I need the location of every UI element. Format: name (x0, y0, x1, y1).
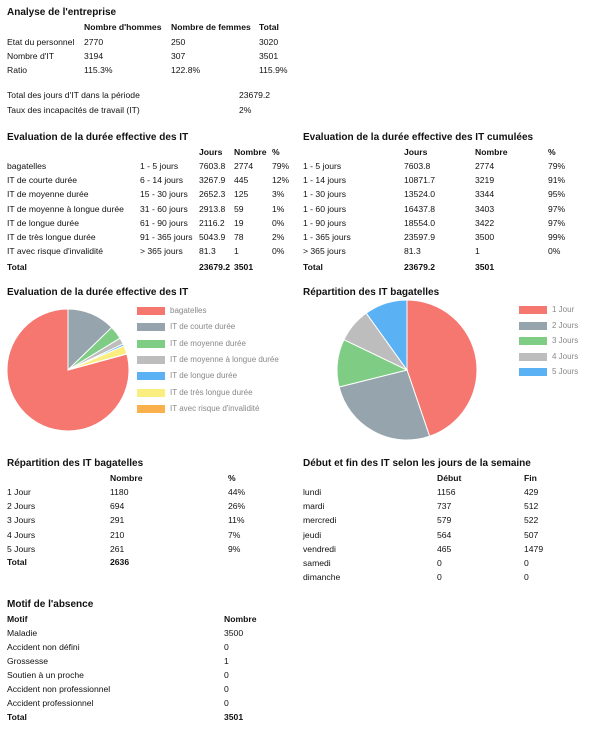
cumulees-row-pct: 97% (548, 217, 566, 228)
semaine-row-debut: 564 (437, 529, 452, 540)
semaine-row-day: dimanche (303, 572, 341, 583)
motif-row-label: Maladie (7, 628, 38, 638)
total-days-label: Total des jours d'IT dans la période (7, 90, 140, 100)
duree-total-nombre: 3501 (234, 262, 254, 272)
semaine-row-day: mardi (303, 501, 325, 512)
bagatelles-total-nombre: 2636 (110, 557, 130, 567)
analyse-row-label: Ratio (7, 65, 28, 75)
duree-row-pct: 0% (272, 217, 285, 228)
duree-title: Evaluation de la durée effective des IT (7, 132, 189, 143)
legend-label: 4 Jours (552, 351, 579, 361)
bagatelles-row-nombre: 210 (110, 529, 125, 540)
cumulees-title: Evaluation de la durée effective des IT cumulées (303, 132, 534, 143)
duree-row-jours: 2116.2 (199, 217, 225, 228)
motif-title: Motif de l'absence (7, 599, 94, 610)
cumulees-row-jours: 18554.0 (404, 217, 436, 228)
duree-row-range: 31 - 60 jours (140, 203, 188, 214)
analyse-cell: 3194 (84, 51, 104, 61)
semaine-row-debut: 465 (437, 543, 452, 554)
semaine-row-day: samedi (303, 558, 331, 568)
semaine-row-debut: 579 (437, 515, 452, 526)
duree-row-pct: 12% (272, 175, 290, 186)
semaine-title: Début et fin des IT selon les jours de la semaine (303, 458, 531, 469)
chart2-title: Répartition des IT bagatelles (303, 287, 440, 298)
semaine-row-debut: 1156 (437, 487, 456, 497)
motif-row-label: Accident non défini (7, 642, 80, 652)
chart1-title: Evaluation de la durée effective des IT (7, 287, 189, 298)
duree-row-label: IT de longue durée (7, 217, 79, 228)
legend-label: 1 Jour (552, 305, 575, 314)
cumulees-total-jours: 23679.2 (404, 262, 436, 272)
legend-swatch (519, 322, 547, 330)
legend-label: bagatelles (170, 306, 207, 315)
analyse-cell: 3501 (259, 51, 279, 61)
analyse-cell: 115.9% (259, 65, 288, 75)
analyse-header-total: Total (259, 22, 279, 32)
duree-row-range: 6 - 14 jours (140, 175, 183, 186)
analyse-row-label: Etat du personnel (7, 37, 75, 47)
motif-row-nombre: 0 (224, 684, 229, 694)
duree-header-nombre: Nombre (234, 147, 267, 157)
cumulees-row-jours: 10871.7 (404, 175, 436, 186)
semaine-row-fin: 0 (524, 572, 529, 583)
duree-row-pct: 1% (272, 203, 285, 214)
cumulees-row-range: 1 - 60 jours (303, 203, 346, 214)
bagatelles-row-label: 2 Jours (7, 501, 36, 512)
duree-row-label: IT de moyenne à longue durée (7, 203, 124, 214)
duree-row-nombre: 19 (234, 217, 244, 228)
semaine-row-debut: 737 (437, 501, 452, 512)
bagatelles-row-pct: 26% (228, 501, 246, 512)
bagatelles-header-nombre: Nombre (110, 473, 143, 483)
duree-row-jours: 2913.8 (199, 203, 226, 214)
semaine-header-debut: Début (437, 473, 462, 483)
duree-row-label: IT de moyenne durée (7, 189, 89, 200)
bagatelles-row-nombre: 694 (110, 501, 125, 512)
legend-label: IT avec risque d'invalidité (170, 403, 260, 413)
bagatelles-row-nombre: 1180 (110, 487, 129, 497)
legend-swatch (519, 353, 547, 361)
analyse-title: Analyse de l'entreprise (7, 7, 117, 18)
duree-row-label: IT avec risque d'invalidité (7, 246, 104, 257)
cumulees-row-pct: 91% (548, 175, 566, 186)
analyse-cell: 115.3% (84, 65, 113, 75)
semaine-row-fin: 0 (524, 558, 529, 568)
cumulees-row-nombre: 3344 (475, 189, 495, 200)
analyse-header-hommes: Nombre d'hommes (84, 22, 162, 32)
bagatelles-row-pct: 7% (228, 529, 241, 540)
cumulees-row-nombre: 1 (475, 246, 480, 257)
bagatelles-total-label: Total (7, 557, 27, 567)
semaine-row-debut: 0 (437, 558, 442, 568)
legend-label: IT de très longue durée (170, 387, 253, 397)
motif-row-label: Grossesse (7, 656, 49, 666)
bagatelles-row-pct: 11% (228, 515, 245, 526)
motif-row-nombre: 0 (224, 670, 229, 680)
cumulees-total-label: Total (303, 262, 323, 272)
semaine-row-fin: 429 (524, 487, 539, 497)
legend-label: IT de courte durée (170, 322, 236, 332)
cumulees-row-jours: 13524.0 (404, 189, 436, 200)
duree-row-nombre: 59 (234, 203, 244, 214)
duree-row-label: IT de courte durée (7, 175, 78, 186)
semaine-row-day: mercredi (303, 515, 337, 526)
duree-row-pct: 2% (272, 232, 285, 242)
cumulees-row-range: 1 - 365 jours (303, 232, 351, 242)
duree-row-jours: 3267.9 (199, 175, 226, 186)
semaine-row-debut: 0 (437, 572, 442, 583)
bagatelles-row-label: 3 Jours (7, 515, 36, 526)
bagatelles-row-label: 1 Jour (7, 487, 31, 497)
cumulees-row-jours: 16437.8 (404, 203, 436, 214)
cumulees-row-pct: 79% (548, 161, 566, 171)
bagatelles-row-nombre: 261 (110, 543, 125, 554)
duree-header-pct: % (272, 147, 280, 157)
cumulees-row-range: 1 - 14 jours (303, 175, 346, 186)
duree-row-jours: 5043.9 (199, 232, 226, 242)
semaine-row-fin: 522 (524, 515, 539, 526)
bagatelles-header-pct: % (228, 473, 236, 483)
analyse-cell: 307 (171, 51, 186, 61)
cumulees-row-pct: 99% (548, 232, 566, 242)
duree-total-jours: 23679.2 (199, 262, 231, 272)
duree-row-jours: 2652.3 (199, 189, 226, 200)
duree-row-nombre: 445 (234, 175, 249, 186)
bagatelles-row-pct: 44% (228, 487, 246, 497)
motif-header-nombre: Nombre (224, 614, 257, 624)
legend-label: IT de moyenne durée (170, 338, 246, 348)
bagatelles-row-label: 5 Jours (7, 543, 36, 554)
cumulees-row-pct: 0% (548, 246, 561, 257)
legend-label: IT de moyenne à longue durée (170, 354, 279, 364)
cumulees-row-nombre: 2774 (475, 161, 495, 171)
semaine-header-fin: Fin (524, 473, 537, 483)
duree-row-nombre: 78 (234, 232, 244, 242)
cumulees-header-jours: Jours (404, 147, 428, 157)
duree-row-label: bagatelles (7, 161, 47, 171)
cumulees-header-nombre: Nombre (475, 147, 508, 157)
motif-row-nombre: 0 (224, 642, 229, 652)
semaine-row-fin: 512 (524, 501, 539, 512)
semaine-row-day: vendredi (303, 543, 336, 554)
legend-label: 3 Jours (552, 336, 579, 345)
analyse-cell: 122.8% (171, 65, 201, 75)
duree-row-nombre: 1 (234, 246, 239, 257)
motif-row-label: Soutien à un proche (7, 670, 84, 680)
duree-row-jours: 7603.8 (199, 161, 226, 171)
semaine-row-fin: 1479 (524, 543, 544, 554)
legend-label: 2 Jours (552, 320, 579, 330)
semaine-row-day: jeudi (303, 529, 322, 540)
duree-row-range: 1 - 5 jours (140, 161, 179, 171)
legend-label: IT de longue durée (170, 371, 238, 381)
cumulees-row-range: 1 - 30 jours (303, 189, 346, 200)
legend-label: 5 Jours (552, 367, 579, 376)
analyse-header-femmes: Nombre de femmes (171, 22, 251, 32)
cumulees-row-range: > 365 jours (303, 246, 346, 257)
cumulees-total-nombre: 3501 (475, 262, 495, 272)
motif-total-label: Total (7, 712, 27, 722)
cumulees-row-jours: 81.3 (404, 246, 421, 257)
duree-row-pct: 79% (272, 161, 290, 171)
bagatelles-row-pct: 9% (228, 543, 241, 554)
cumulees-row-pct: 97% (548, 203, 566, 214)
motif-row-label: Accident professionnel (7, 698, 94, 708)
motif-total-nombre: 3501 (224, 712, 244, 722)
duree-header-jours: Jours (199, 147, 223, 157)
duree-row-label: IT de très longue durée (7, 232, 96, 242)
duree-row-range: 91 - 365 jours (140, 232, 193, 242)
duree-total-label: Total (7, 262, 27, 272)
legend-swatch (519, 306, 547, 314)
motif-row-label: Accident non professionnel (7, 684, 111, 694)
incapacity-label: Taux des incapacités de travail (IT) (7, 105, 140, 115)
bagatelles-title: Répartition des IT bagatelles (7, 458, 144, 469)
duree-row-range: 15 - 30 jours (140, 189, 188, 200)
semaine-row-fin: 507 (524, 529, 539, 540)
analyse-cell: 2770 (84, 37, 104, 47)
duree-row-range: > 365 jours (140, 246, 183, 257)
cumulees-header-pct: % (548, 147, 556, 157)
cumulees-row-nombre: 3403 (475, 203, 495, 214)
cumulees-row-range: 1 - 5 jours (303, 161, 342, 171)
duree-row-pct: 0% (272, 246, 285, 257)
duree-row-pct: 3% (272, 189, 285, 200)
motif-row-nombre: 1 (224, 656, 229, 666)
legend-swatch (519, 368, 547, 376)
legend-swatch (519, 337, 547, 345)
bagatelles-row-label: 4 Jours (7, 529, 36, 540)
duree-row-nombre: 2774 (234, 161, 254, 171)
total-days-value: 23679.2 (239, 90, 271, 100)
motif-row-nombre: 0 (224, 698, 229, 708)
cumulees-row-jours: 23597.9 (404, 232, 436, 242)
motif-header-motif: Motif (7, 614, 28, 624)
cumulees-row-jours: 7603.8 (404, 161, 431, 171)
motif-row-nombre: 3500 (224, 628, 244, 638)
analyse-row-label: Nombre d'IT (7, 51, 55, 61)
duree-row-jours: 81.3 (199, 246, 216, 257)
duree-row-range: 61 - 90 jours (140, 217, 188, 228)
cumulees-row-pct: 95% (548, 189, 566, 200)
cumulees-row-nombre: 3422 (475, 217, 495, 228)
cumulees-row-nombre: 3500 (475, 232, 495, 242)
duree-row-nombre: 125 (234, 189, 249, 200)
cumulees-row-range: 1 - 90 jours (303, 217, 346, 228)
analyse-cell: 3020 (259, 37, 279, 47)
cumulees-row-nombre: 3219 (475, 175, 495, 186)
bagatelles-row-nombre: 291 (110, 515, 125, 526)
semaine-row-day: lundi (303, 487, 322, 497)
incapacity-value: 2% (239, 105, 252, 115)
analyse-cell: 250 (171, 37, 186, 47)
